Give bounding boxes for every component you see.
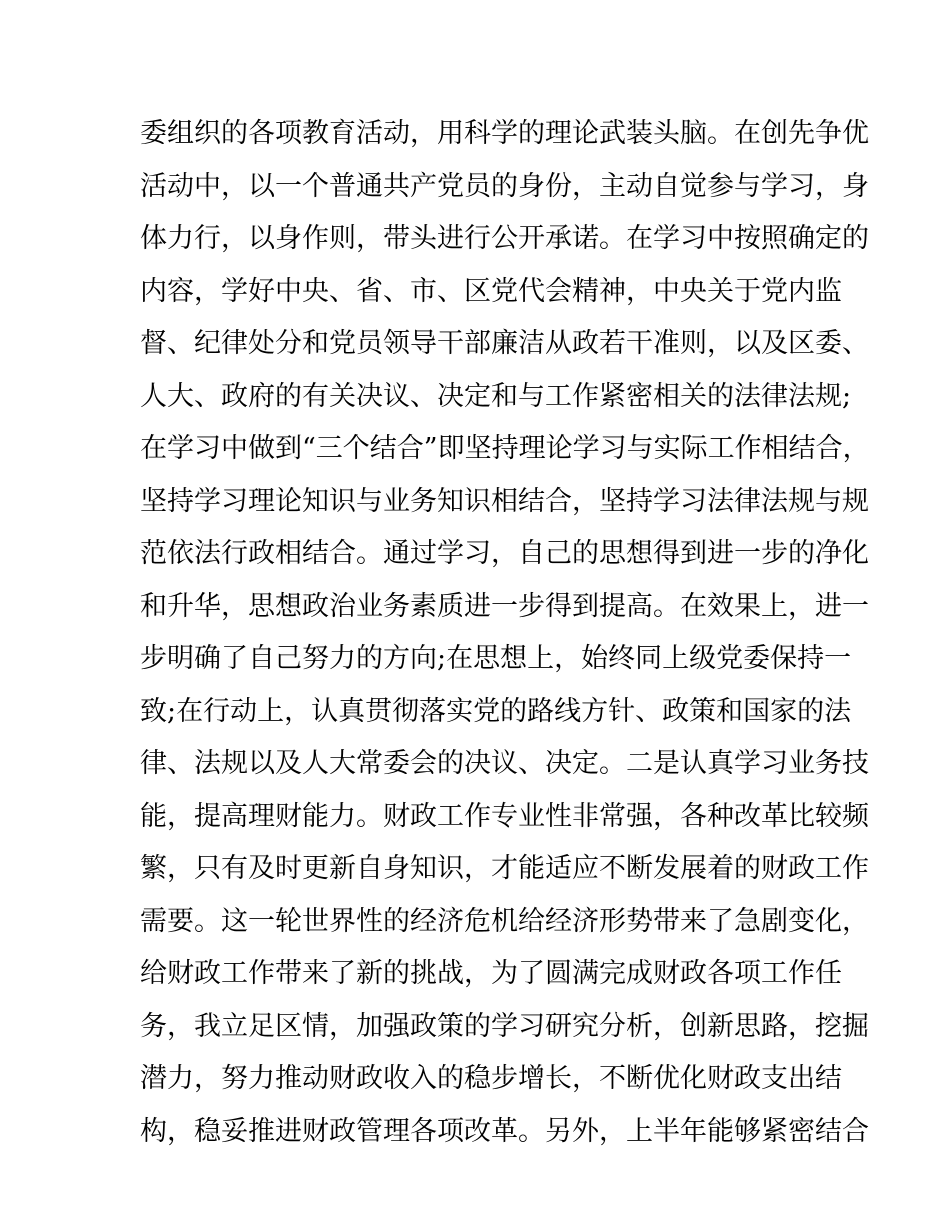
text-line-20: 构，稳妥推进财政管理各项改革。另外，上半年能够紧密结合 <box>140 1115 869 1147</box>
text-line-15: 繁，只有及时更新自身知识，才能适应不断发展着的财政工作 <box>140 853 869 884</box>
text-line-7: 在学习中做到“三个结合”即坚持理论学习与实际工作相结合， <box>140 433 870 464</box>
text-line-10: 和升华，思想政治业务素质进一步得到提高。在效果上，进一 <box>140 590 869 622</box>
text-line-13: 律、法规以及人大常委会的决议、决定。二是认真学习业务技 <box>140 748 869 779</box>
text-line-16: 需要。这一轮世界性的经济危机给经济形势带来了急剧变化， <box>140 905 869 937</box>
text-line-8: 坚持学习理论知识与业务知识相结合，坚持学习法律法规与规 <box>140 485 869 517</box>
text-line-1: 委组织的各项教育活动，用科学的理论武装头脑。在创先争优 <box>140 118 869 149</box>
text-line-17: 给财政工作带来了新的挑战，为了圆满完成财政各项工作任 <box>140 958 842 989</box>
text-line-11: 步明确了自己努力的方向;在思想上，始终同上级党委保持一 <box>140 643 852 674</box>
text-line-2: 活动中，以一个普通共产党员的身份，主动自觉参与学习，身 <box>140 170 869 202</box>
text-line-5: 督、纪律处分和党员领导干部廉洁从政若干准则，以及区委、 <box>140 328 869 359</box>
text-line-4: 内容，学好中央、省、市、区党代会精神，中央关于党内监 <box>140 275 842 307</box>
text-line-3: 体力行，以身作则，带头进行公开承诺。在学习中按照确定的 <box>140 223 869 254</box>
text-line-12: 致;在行动上，认真贯彻落实党的路线方针、政策和国家的法 <box>140 695 852 727</box>
text-line-18: 务，我立足区情，加强政策的学习研究分析，创新思路，挖掘 <box>140 1010 869 1042</box>
text-line-19: 潜力，努力推动财政收入的稳步增长，不断优化财政支出结 <box>140 1063 842 1094</box>
text-line-9: 范依法行政相结合。通过学习，自己的思想得到进一步的净化 <box>140 538 869 569</box>
body-paragraph <box>140 108 870 1158</box>
text-line-14: 能，提高理财能力。财政工作专业性非常强，各种改革比较频 <box>140 800 869 832</box>
text-line-6: 人大、政府的有关决议、决定和与工作紧密相关的法律法规; <box>140 380 852 412</box>
